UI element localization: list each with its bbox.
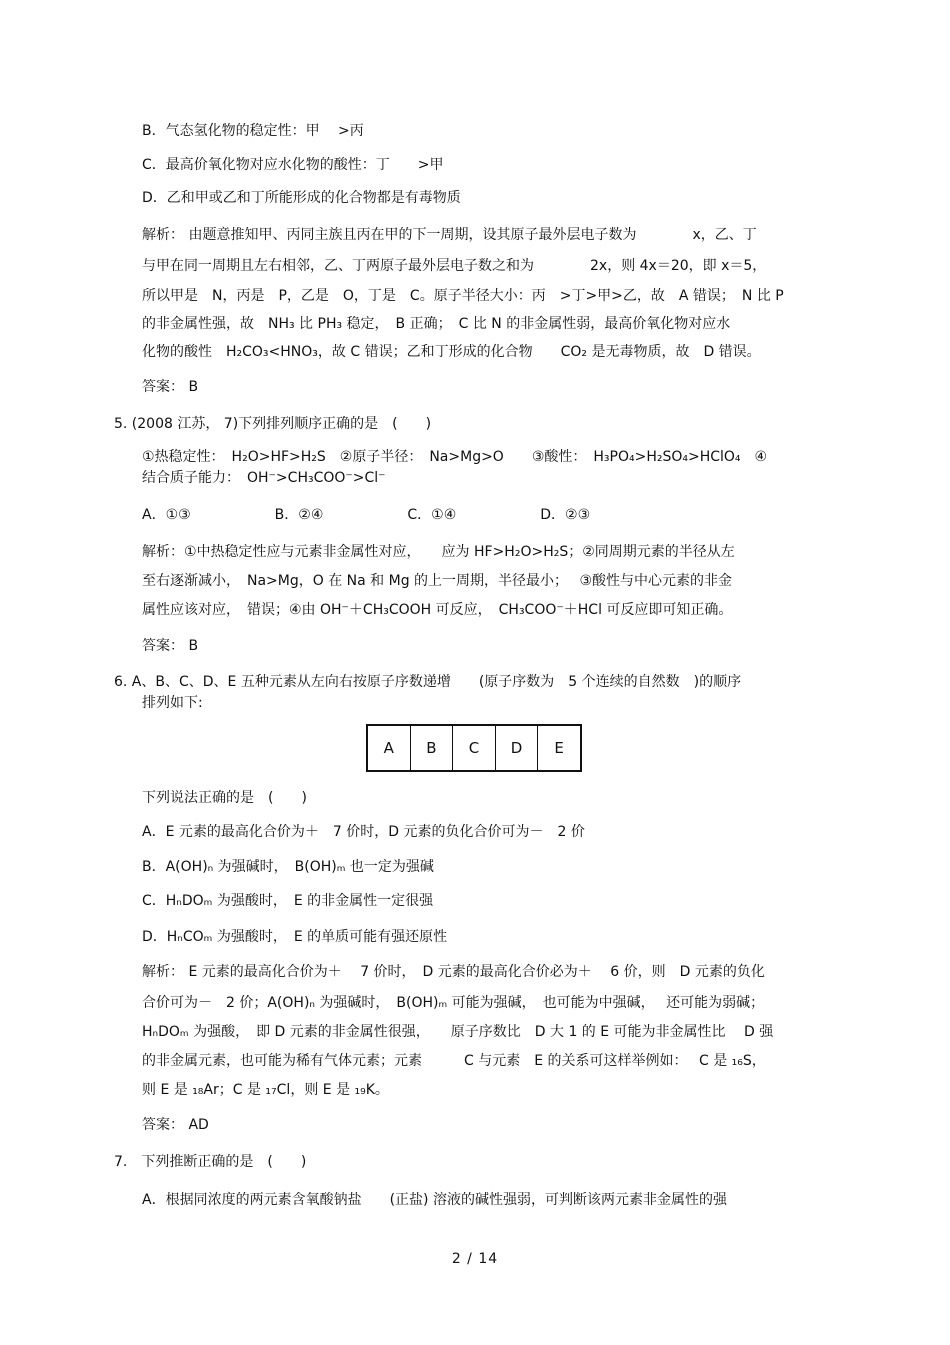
text-line: D．乙和甲或乙和丁所能形成的化合物都是有毒物质 [142, 190, 461, 206]
text-line: 5. (2008 江苏， 7)下列排列顺序正确的是 ( ) [114, 416, 432, 432]
table-cell: B [411, 726, 454, 770]
text-line: C．最高价氧化物对应水化物的酸性：丁 >甲 [142, 157, 444, 173]
text-line: 结合质子能力： OH⁻>CH₃COO⁻>Cl⁻ [142, 470, 386, 486]
text-line: 化物的酸性 H₂CO₃<HNO₃，故 C 错误；乙和丁形成的化合物 CO₂ 是无毒物质，故 D 错误。 [142, 344, 761, 360]
text-line: A．E 元素的最高化合价为＋ 7 价时，D 元素的负化合价可为－ 2 价 [142, 824, 585, 840]
text-line: B．A(OH)ₙ 为强碱时， B(OH)ₘ 也一定为强碱 [142, 859, 434, 875]
page-number: 2 / 14 [451, 1251, 499, 1267]
text-line: D．HₙCOₘ 为强酸时， E 的单质可能有强还原性 [142, 929, 448, 945]
text-line: 的非金属元素，也可能为稀有气体元素；元素 C 与元素 E 的关系可这样举例如： C 是 ₁₆S， [142, 1053, 766, 1069]
text-line: A．①③ B．②④ C．①④ D．②③ [142, 507, 591, 523]
text-line: 解析： E 元素的最高化合价为＋ 7 价时， D 元素的最高化合价必为＋ 6 价，则 D 元素的负化 [142, 964, 765, 980]
text-line: 排列如下: [142, 695, 203, 711]
text-line: 下列说法正确的是 ( ) [142, 790, 307, 806]
table-cell: A [368, 726, 411, 770]
table-cell: D [496, 726, 539, 770]
text-line: 7. 下列推断正确的是 ( ) [114, 1154, 307, 1170]
text-line: 解析： 由题意推知甲、丙同主族且丙在甲的下一周期，设其原子最外层电子数为 x，乙、丁 [142, 227, 757, 243]
text-line: 答案： B [142, 379, 199, 395]
text-line: 属性应该对应， 错误；④由 OH⁻＋CH₃COOH 可反应， CH₃COO⁻＋HCl 可反应即可知正确。 [142, 602, 733, 618]
text-line: 答案： B [142, 638, 199, 654]
text-line: A．根据同浓度的两元素含氧酸钠盐 (正盐) 溶液的碱性强弱，可判断该两元素非金属性的强 [142, 1192, 727, 1208]
text-line: C．HₙDOₘ 为强酸时， E 的非金属性一定很强 [142, 893, 434, 909]
text-line: 至右逐渐减小， Na>Mg，O 在 Na 和 Mg 的上一周期，半径最小； ③酸性与中心元素的非金 [142, 573, 733, 589]
element-order-table [366, 724, 582, 772]
table-cell: E [554, 739, 564, 757]
text-line: 解析：①中热稳定性应与元素非金属性对应， 应为 HF>H₂O>H₂S；②同周期元素的半径从左 [142, 544, 735, 560]
text-line: 6. A、B、C、D、E 五种元素从左向右按原子序数递增 (原子序数为 5 个连续的自然数 )的顺序 [114, 674, 742, 690]
table-cell: C [453, 726, 496, 770]
text-line: 的非金属性强，故 NH₃ 比 PH₃ 稳定， B 正确； C 比 N 的非金属性弱，最高价氧化物对应水 [142, 316, 731, 332]
text-line: 所以甲是 N，丙是 P，乙是 O，丁是 C。原子半径大小：丙 >丁>甲>乙，故 A 错误； N 比 P [142, 288, 784, 304]
text-line: B．气态氢化物的稳定性：甲 >丙 [142, 123, 364, 139]
text-line: 与甲在同一周期且左右相邻，乙、丁两原子最外层电子数之和为 2x，则 4x＝20，即 x＝5， [142, 258, 767, 274]
text-line: 则 E 是 ₁₈Ar；C 是 ₁₇Cl，则 E 是 ₁₉K。 [142, 1082, 389, 1098]
text-line: HₙDOₘ 为强酸， 即 D 元素的非金属性很强， 原子序数比 D 大 1 的 E 可能为非金属性比 D 强 [142, 1024, 774, 1040]
text-line: 合价可为－ 2 价；A(OH)ₙ 为强碱时， B(OH)ₘ 可能为强碱， 也可能为中强碱， 还可能为弱碱； [142, 995, 765, 1011]
text-line: ①热稳定性： H₂O>HF>H₂S ②原子半径： Na>Mg>O ③酸性： H₃PO₄>H₂SO₄>HClO₄ ④ [142, 449, 768, 465]
text-line: 答案： AD [142, 1117, 209, 1133]
